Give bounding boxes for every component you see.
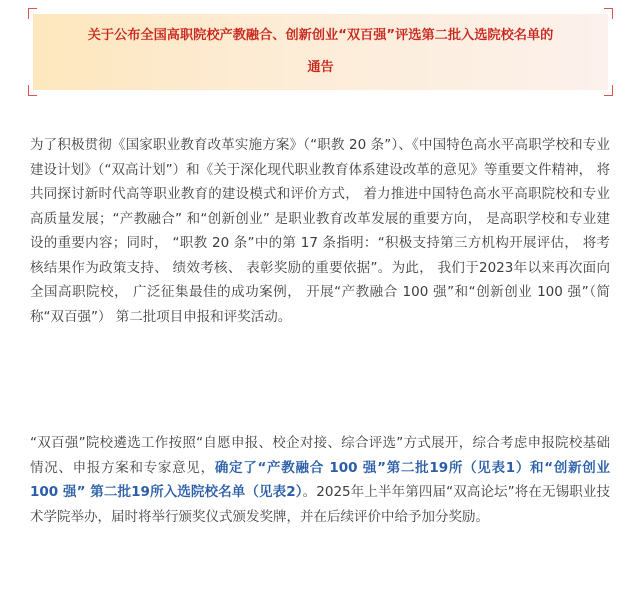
paragraph-selection (30, 431, 610, 529)
title-banner-background (33, 14, 608, 90)
selection-result-highlight: 确定了“产教融合 100 强”第二批19所（见表1）和“创新创业 100 强” 第二批19所入选院校名单（见表2） (30, 459, 611, 500)
paragraph-intro: 为了积极贯彻《国家职业教育改革实施方案》（“职教 20 条”）、《中国特色高水平高职学校和专业建设计划》（“双高计划”）和《关于深化现代职业教育体系建设改革的意见》等重要文件精神， 将共同探讨新时代高等职业教育的建设模式和评价方式， 着力推进中国特色高水平高职院校和专业高质量发展；“产教融合” 和“创新创业” 是职业教育改革发展的重要方向， 是高职学校和专业建设的重要内容；同时， “职教 20 条”中的第 17 条指明：“积极支持第三方机构开展评估， 将考核结果作为政策支持、 绩效考核、 表彰奖励的重要依据”。为此， 我们于2023年以来再次面向全国高职院校， 广泛征集最佳的成功案例， 开展“产教融合 100 强”和“创新创业 100 强”（简称“双百强”） 第二批项目申报和评奖活动。 (30, 137, 610, 325)
paragraph-selection-start: “双百强”院校遴选工作按照“自愿申报、校企对接、综合评选”方式展开，综合考虑申报院校基础情况、申报方案和专家意见， (30, 435, 610, 476)
notice-title-line-1: 关于公布全国高职院校产教融合、创新创业“双百强”评选第二批入选院校名单的 (87, 28, 554, 43)
notice-title-line-2: 通告 (307, 60, 334, 75)
title-banner (28, 8, 613, 96)
paragraph-selection-end: 。2025年上半年第四届“双高论坛”将在无锡职业技术学院举办，届时将举行颁奖仪式颁发奖牌，并在后续评价中给予加分奖励。 (30, 484, 611, 525)
